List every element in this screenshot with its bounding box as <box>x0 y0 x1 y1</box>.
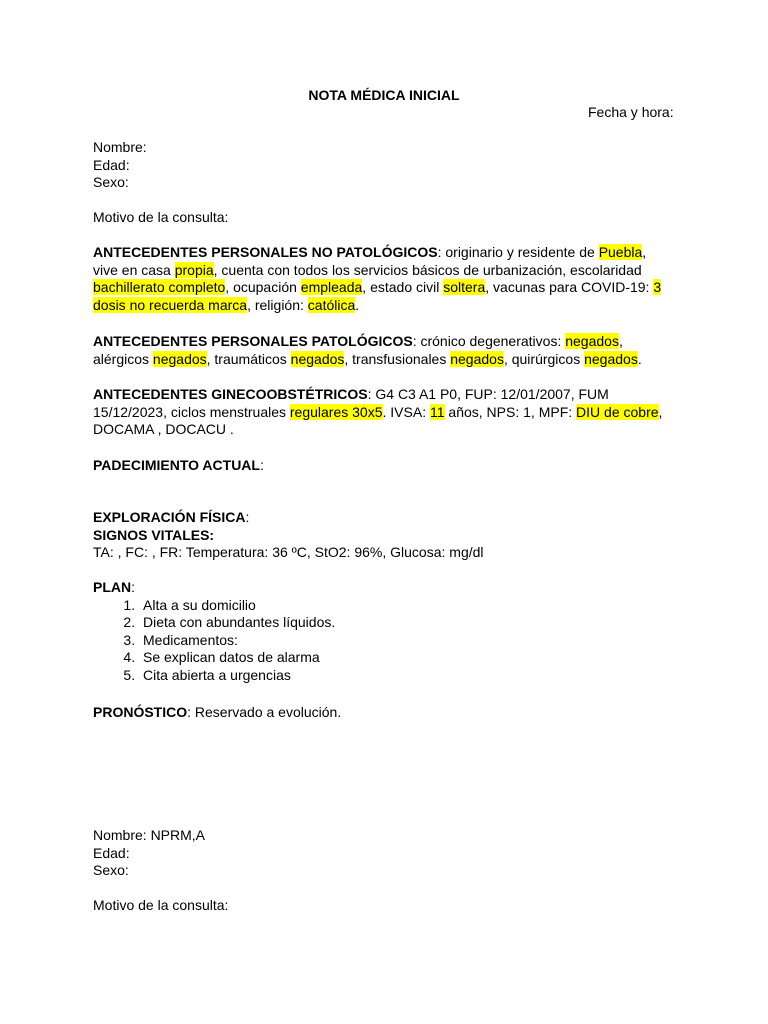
fecha-hora-label: Fecha y hora: <box>588 104 674 120</box>
plan-item: 4. Se explican datos de alarma <box>139 649 673 667</box>
highlight: Puebla <box>598 244 643 260</box>
plan-item: 1. Alta a su domicilio <box>139 597 673 615</box>
sexo-label: Sexo: <box>93 174 129 190</box>
sexo-label: Sexo: <box>93 862 129 878</box>
highlight: empleada <box>300 279 363 295</box>
apnp-text: . <box>355 296 360 313</box>
motivo-consulta-2 <box>93 897 673 915</box>
highlight: negados <box>450 350 504 367</box>
highlight: negados <box>565 333 619 349</box>
plan-item: 5. Cita abierta a urgencias <box>139 667 673 685</box>
ago-paragraph <box>93 386 673 439</box>
highlight: soltera <box>443 279 486 295</box>
app-text: , transfusionales <box>344 350 451 367</box>
app-text: , traumáticos <box>206 350 291 367</box>
pronostico-text: : Reservado a evolución. <box>187 704 342 720</box>
motivo-label: Motivo de la consulta: <box>93 897 229 913</box>
pronostico-section <box>93 704 673 722</box>
app-text: , alérgicos <box>93 333 623 367</box>
apnp-paragraph <box>93 244 673 314</box>
edad-label: Edad: <box>93 844 130 861</box>
padecimiento-heading: PADECIMIENTO ACTUAL <box>93 457 260 473</box>
highlight: 11 <box>429 403 445 420</box>
nombre-label: Nombre: <box>93 139 147 155</box>
ago-section <box>93 386 673 439</box>
signos-vitales-values: TA: , FC: , FR: Temperatura: 36 ºC, StO2: 96%, Glucosa: mg/dl <box>93 544 484 560</box>
plan-heading: PLAN <box>93 579 132 595</box>
patient-info-1 <box>93 139 673 192</box>
app-section <box>93 333 673 368</box>
pronostico-heading: PRONÓSTICO <box>93 704 188 720</box>
apnp-text: , estado civil <box>362 279 444 295</box>
app-paragraph <box>93 333 673 368</box>
padecimiento-colon: : <box>259 457 264 473</box>
document-title: NOTA MÉDICA INICIAL <box>308 87 460 103</box>
highlight: católica <box>307 296 356 313</box>
ago-text: , DOCAMA , DOCACU . <box>93 403 663 437</box>
highlight: negados <box>290 350 345 367</box>
apnp-heading: ANTECEDENTES PERSONALES NO PATOLÓGICOS <box>93 244 438 260</box>
highlight: negados <box>584 350 638 367</box>
exploracion-colon: : <box>245 509 250 525</box>
highlight: regulares 30x5 <box>289 403 383 420</box>
highlight: propia <box>174 261 214 278</box>
exploracion-section <box>93 509 673 562</box>
apnp-text: , vive en casa <box>93 244 647 278</box>
padecimiento-section <box>93 457 673 475</box>
edad-label: Edad: <box>93 156 130 173</box>
apnp-text: , religión: <box>247 296 308 313</box>
apnp-text: : originario y residente de <box>437 244 599 260</box>
plan-item: 2. Dieta con abundantes líquidos. <box>139 614 673 632</box>
highlight: negados <box>152 350 207 367</box>
apnp-section <box>93 244 673 314</box>
plan-list <box>93 597 673 685</box>
patient-info-2 <box>93 827 673 880</box>
plan-section <box>93 579 673 684</box>
ago-heading: ANTECEDENTES GINECOOBSTÉTRICOS <box>93 386 368 402</box>
highlight: bachillerato completo <box>93 279 226 295</box>
app-heading: ANTECEDENTES PERSONALES PATOLÓGICOS <box>93 333 413 349</box>
highlight: DIU de cobre <box>576 403 659 420</box>
nombre-label: Nombre: NPRM,A <box>93 827 206 843</box>
app-text: : crónico degenerativos: <box>412 333 566 349</box>
apnp-text: , ocupación <box>225 279 301 295</box>
apnp-text: , cuenta con todos los servicios básicos de urbanización, escolaridad <box>213 261 642 278</box>
signos-vitales-heading: SIGNOS VITALES: <box>93 526 215 543</box>
motivo-consulta <box>93 209 673 227</box>
highlight: 3 dosis no recuerda marca <box>93 279 662 313</box>
app-text: . <box>637 350 642 367</box>
ago-text: : G4 C3 A1 P0, FUP: 12/01/2007, FUM 15/12/2023, ciclos menstruales <box>93 386 609 420</box>
exploracion-heading: EXPLORACIÓN FÍSICA <box>93 509 246 525</box>
plan-item: 3. Medicamentos: <box>139 632 673 650</box>
apnp-text: , vacunas para COVID-19: <box>485 279 654 295</box>
plan-colon: : <box>131 579 136 595</box>
motivo-label: Motivo de la consulta: <box>93 209 229 225</box>
ago-text: años, NPS: 1, MPF: <box>444 403 577 420</box>
app-text: , quirúrgicos <box>503 350 585 367</box>
ago-text: . IVSA: <box>382 403 430 420</box>
